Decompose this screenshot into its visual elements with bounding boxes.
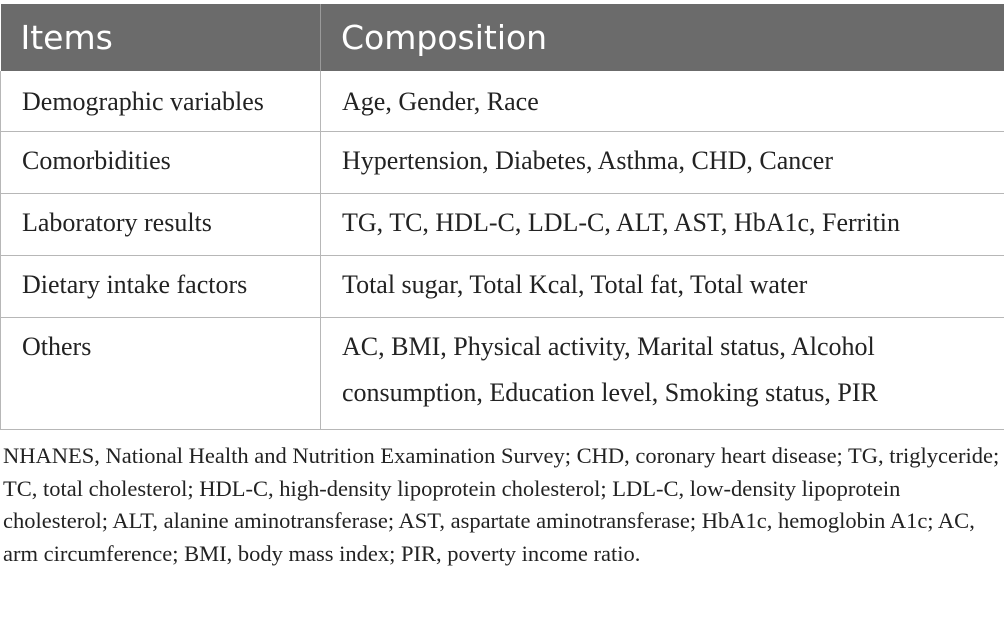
table-row	[1, 318, 1004, 430]
row-item: Laboratory results	[1, 194, 321, 256]
row-composition: AC, BMI, Physical activity, Marital status, Alcohol consumption, Education level, Smoking status, PIR	[321, 318, 1004, 430]
row-item: Others	[1, 318, 321, 430]
row-item: Demographic variables	[1, 71, 321, 132]
header-items: Items	[1, 4, 321, 71]
row-item: Dietary intake factors	[1, 256, 321, 318]
table-footnote: NHANES, National Health and Nutrition Examination Survey; CHD, coronary heart disease; TG, triglyceride; TC, total cholesterol; HDL-C, high-density lipoprotein cholesterol; LDL-C, low-density lipoprotein cholesterol; ALT, alanine aminotransferase; AST, aspartate aminotransferase; HbA1c, hemoglobin A1c; AC, arm circumference; BMI, body mass index; PIR, poverty income ratio.	[3, 443, 1000, 566]
table-row	[1, 132, 1004, 194]
table-header	[1, 4, 1004, 71]
table-body	[1, 71, 1004, 430]
table-row	[1, 71, 1004, 132]
table-row	[1, 194, 1004, 256]
header-row	[1, 4, 1004, 71]
header-composition: Composition	[321, 4, 1004, 71]
row-item: Comorbidities	[1, 132, 321, 194]
variables-table	[0, 4, 1004, 430]
row-composition: Age, Gender, Race	[321, 71, 1004, 132]
row-composition: Hypertension, Diabetes, Asthma, CHD, Cancer	[321, 132, 1004, 194]
table-row	[1, 256, 1004, 318]
row-composition: Total sugar, Total Kcal, Total fat, Total water	[321, 256, 1004, 318]
row-composition: TG, TC, HDL-C, LDL-C, ALT, AST, HbA1c, Ferritin	[321, 194, 1004, 256]
